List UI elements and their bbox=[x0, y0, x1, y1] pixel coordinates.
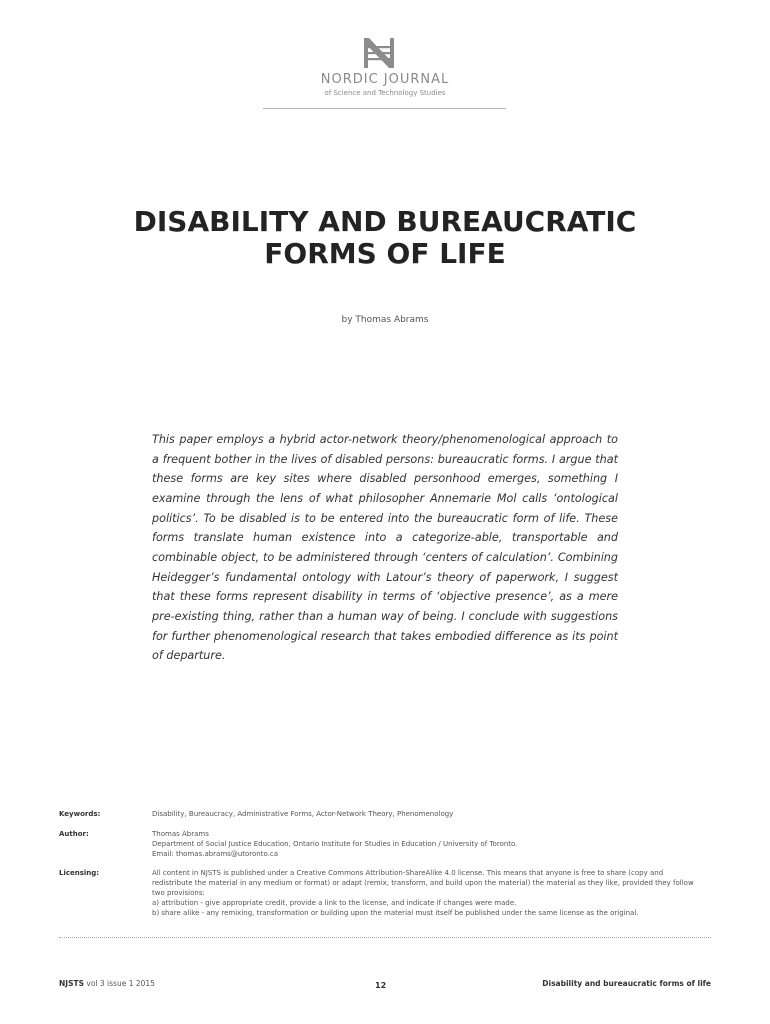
licensing-line: b) share alike - any remixing, transformation or building upon the material must itself be published under the same license as the original. bbox=[152, 909, 639, 917]
header-divider bbox=[263, 108, 506, 109]
footer-issue: vol 3 issue 1 2015 bbox=[86, 979, 155, 988]
footer-journal-abbr: NJSTS bbox=[59, 979, 84, 988]
njsts-logo-icon bbox=[362, 37, 396, 69]
author-label: Author: bbox=[59, 830, 89, 838]
article-byline: by Thomas Abrams bbox=[341, 315, 429, 325]
licensing-line: two provisions: bbox=[152, 889, 205, 897]
article-title: DISABILITY AND BUREAUCRATIC FORMS OF LIFE bbox=[133, 205, 637, 270]
footer-journal-issue bbox=[59, 979, 155, 988]
author-email: Email: thomas.abrams@utoronto.ca bbox=[152, 850, 278, 858]
page-number: 12 bbox=[375, 981, 387, 990]
licensing-line: All content in NJSTS is published under a Creative Commons Attribution-ShareAlike 4.0 license. This means that anyone is free to share (copy and bbox=[152, 869, 664, 877]
licensing-line: redistribute the material in any medium or format) or adapt (remix, transform, and build upon the material) the material as they like, provided they follow bbox=[152, 879, 694, 887]
licensing-line: a) attribution - give appropriate credit, provide a link to the license, and indicate if changes were made. bbox=[152, 899, 517, 907]
keywords-label: Keywords: bbox=[59, 810, 101, 818]
journal-name: NORDIC JOURNAL bbox=[320, 72, 450, 87]
licensing-text bbox=[152, 868, 712, 918]
author-name: Thomas Abrams bbox=[152, 830, 209, 838]
journal-subtitle: of Science and Technology Studies bbox=[324, 89, 446, 97]
article-abstract: This paper employs a hybrid actor-network theory/phenomenological approach to a frequent bother in the lives of disabled persons: bureaucratic forms. I argue that these forms are key sites where disabled personhood emerges, something I examine through the lens of what philosopher Annemarie Mol calls ‘ontological politics’. To be disabled is to be entered into the bureaucratic form of life. These forms translate human existence into a categorize-able, transportable and combinable object, to be administered through ‘centers of calculation’. Combining Heidegger’s fundamental ontology with Latour’s theory of paperwork, I suggest that these forms represent disability in terms of ‘objective presence’, as a mere pre-existing thing, rather than a human way of being. I conclude with suggestions for further phenomenological research that takes embodied difference as its point of departure. bbox=[152, 433, 618, 663]
licensing-label: Licensing: bbox=[59, 869, 100, 877]
author-info bbox=[152, 829, 712, 859]
footer-divider bbox=[59, 937, 711, 938]
running-title: Disability and bureaucratic forms of life bbox=[542, 979, 711, 988]
keywords-value: Disability, Bureaucracy, Administrative Forms, Actor-Network Theory, Phenomenology bbox=[152, 810, 454, 818]
author-affiliation: Department of Social Justice Education, Ontario Institute for Studies in Education / University of Toronto. bbox=[152, 840, 518, 848]
